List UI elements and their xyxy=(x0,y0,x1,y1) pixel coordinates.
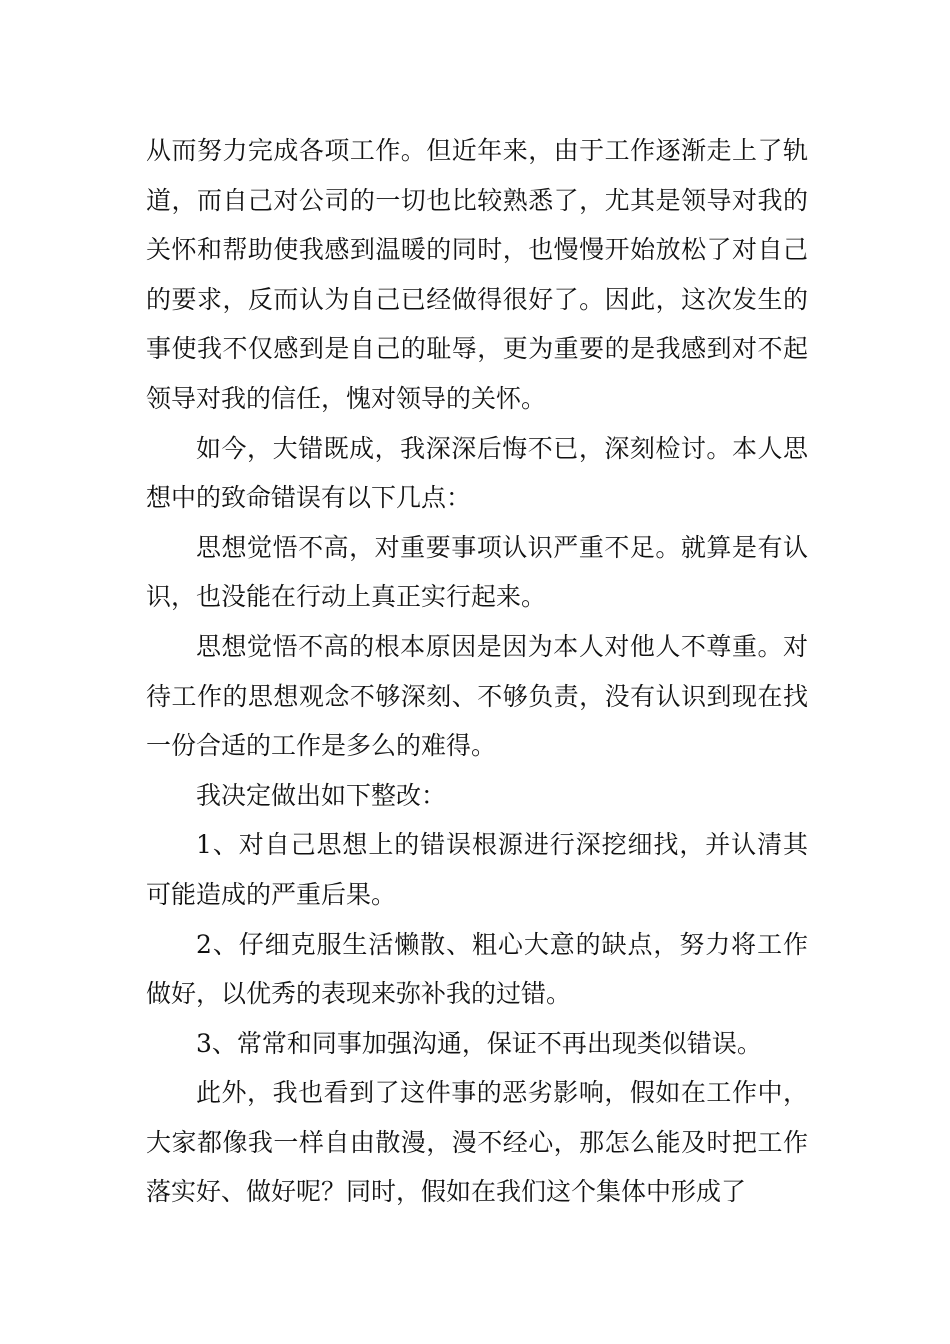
paragraph-awareness: 思想觉悟不高，对重要事项认识严重不足。就算是有认识，也没能在行动上真正实行起来。 xyxy=(146,532,808,612)
list-item-1: 1、对自己思想上的错误根源进行深挖细找，并认清其可能造成的严重后果。 xyxy=(146,830,808,909)
paragraph-root-cause: 思想觉悟不高的根本原因是因为本人对他人不尊重。对待工作的思想观念不够深刻、不够负责，没有认识到现在找一份合适的工作是多么的难得。 xyxy=(146,631,808,761)
list-item-2: 2、仔细克服生活懒散、粗心大意的缺点，努力将工作做好，以优秀的表现来弥补我的过错。 xyxy=(146,929,808,1009)
paragraph-regret: 如今，大错既成，我深深后悔不已，深刻检讨。本人思想中的致命错误有以下几点： xyxy=(146,433,808,513)
list-item-3: 3、常常和同事加强沟通，保证不再出现类似错误。 xyxy=(196,1028,762,1058)
paragraph-rectification-intro: 我决定做出如下整改： xyxy=(196,780,447,810)
document-body xyxy=(146,126,808,1217)
paragraph-continuation: 从而努力完成各项工作。但近年来，由于工作逐渐走上了轨道，而自己对公司的一切也比较熟悉了，尤其是领导对我的关怀和帮助使我感到温暖的同时，也慢慢开始放松了对自己的要求，反而认为自己已经做得很好了。因此，这次发生的事使我不仅感到是自己的耻辱，更为重要的是我感到对不起领导对我的信任，愧对领导的关怀。 xyxy=(146,136,808,413)
paragraph-impact: 此外，我也看到了这件事的恶劣影响，假如在工作中，大家都像我一样自由散漫，漫不经心，那怎么能及时把工作落实好、做好呢？同时，假如在我们这个集体中形成了 xyxy=(146,1078,808,1207)
